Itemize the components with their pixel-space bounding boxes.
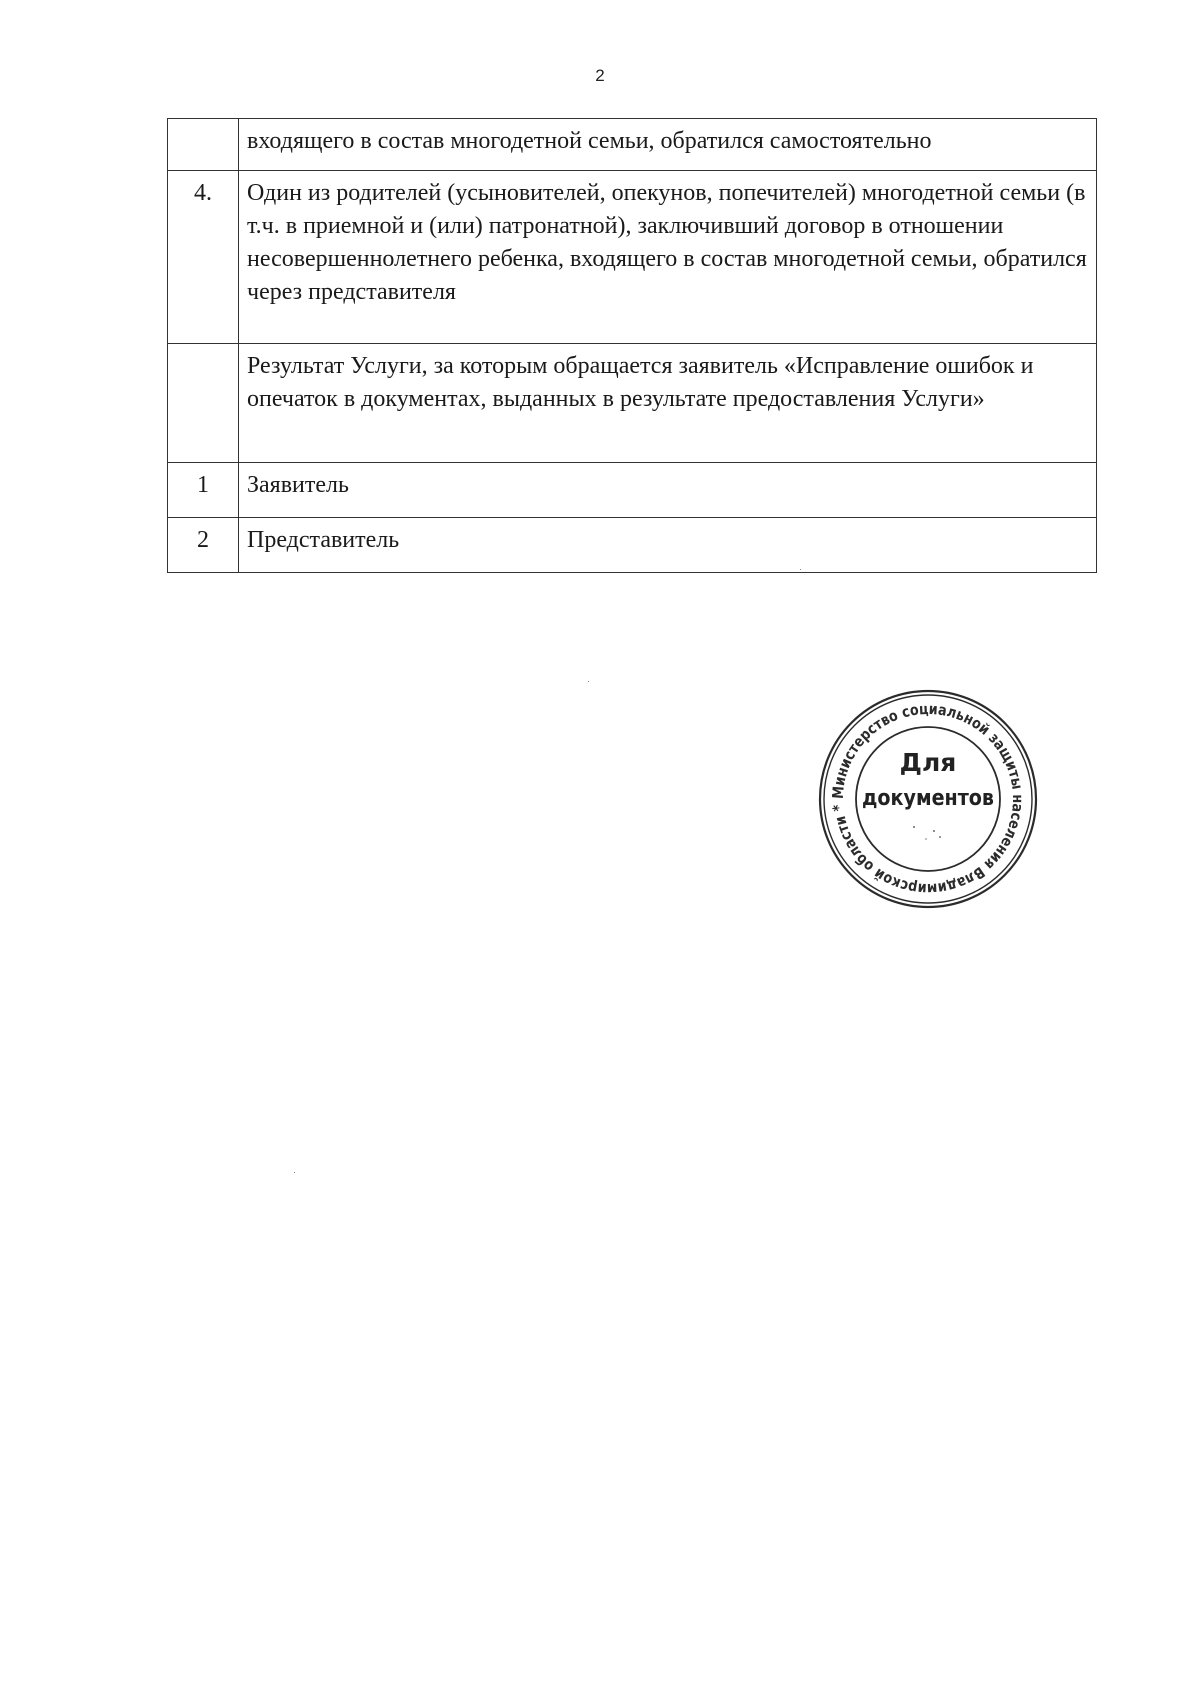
row-text-cell: Заявитель xyxy=(239,463,1097,518)
stamp-center-line-2: документов xyxy=(862,786,994,811)
table-row xyxy=(168,344,1097,463)
row-text-cell: входящего в состав многодетной семьи, обратился самостоятельно xyxy=(239,119,1097,171)
stamp-seal-icon xyxy=(816,687,1040,911)
row-text-cell: Представитель xyxy=(239,518,1097,573)
row-number-cell: 2 xyxy=(168,518,239,573)
row-text-cell: Один из родителей (усыновителей, опекунов, попечителей) многодетной семьи (в т.ч. в приемной и (или) патронатной), заключивший договор в отношении несовершеннолетнего ребенка, входящего в состав многодетной семьи, обратился через представителя xyxy=(239,171,1097,344)
row-number-cell xyxy=(168,344,239,463)
scan-speck xyxy=(800,569,801,570)
row-number-cell xyxy=(168,119,239,171)
table-row xyxy=(168,463,1097,518)
page-number: 2 xyxy=(595,66,605,85)
table-row xyxy=(168,171,1097,344)
scan-speck xyxy=(588,681,589,682)
row-number-cell: 1 xyxy=(168,463,239,518)
scan-speck xyxy=(294,1172,295,1173)
table-row xyxy=(168,518,1097,573)
stamp-ring-text: Министерство социальной защиты населения Владимирской области * xyxy=(828,699,1028,899)
row-text-cell: Результат Услуги, за которым обращается заявитель «Исправление ошибок и опечаток в документах, выданных в результате предоставления Услуги» xyxy=(239,344,1097,463)
table-row xyxy=(168,119,1097,171)
stamp-center-line-1: Для xyxy=(899,748,957,777)
official-stamp xyxy=(816,687,1040,911)
document-table xyxy=(167,118,1097,573)
row-number-cell: 4. xyxy=(168,171,239,344)
